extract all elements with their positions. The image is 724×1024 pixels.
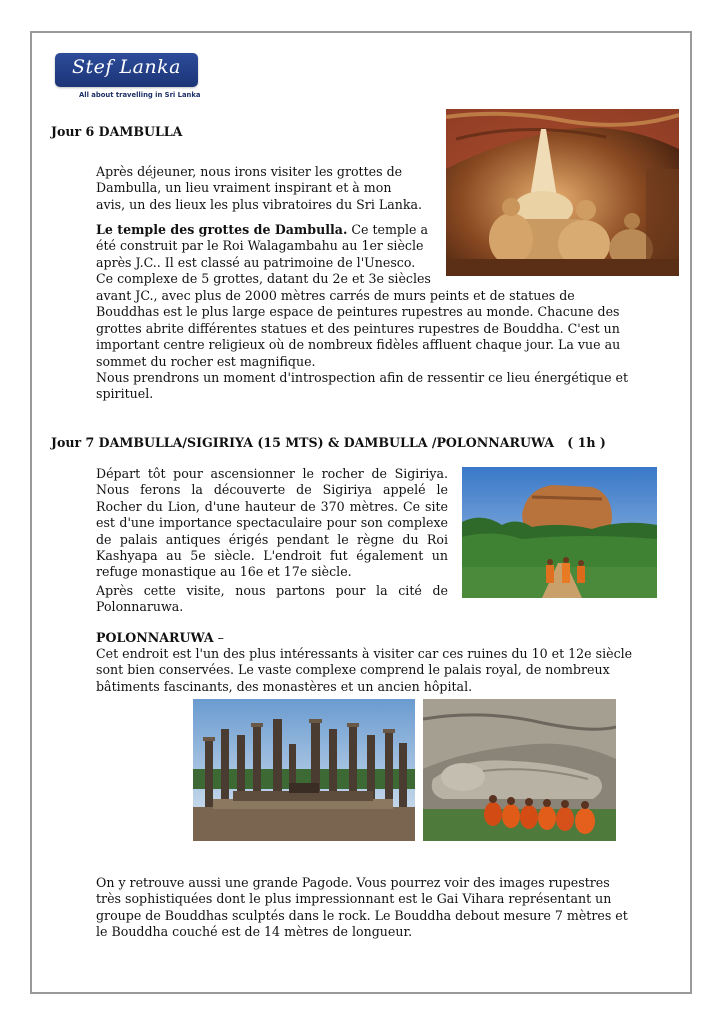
- closing-line: groupe de Bouddhas sculptés dans le rock. Le Bouddha debout mesure 7 mètres et: [96, 907, 628, 923]
- day6-intro-line: Dambulla, un lieu vraiment inspirant et à mon: [96, 180, 392, 196]
- gal-vihara-buddha-photo: [423, 699, 616, 841]
- day6-intro-line: Après déjeuner, nous irons visiter les grottes de: [96, 164, 403, 179]
- temple-line: spirituel.: [96, 386, 154, 402]
- closing-line: le Bouddha couché est de 14 mètres de longueur.: [96, 924, 413, 940]
- temple-line: Ce complexe de 5 grottes, datant du 2e et 3e siècles: [96, 271, 431, 287]
- after-visit-paragraph: Après cette visite, nous partons pour la cité de Polonnaruwa.: [96, 583, 448, 615]
- stef-lanka-logo: [55, 53, 201, 103]
- day6-intro-line: avis, un des lieux les plus vibratoires du Sri Lanka.: [96, 196, 422, 212]
- closing-line: très sophistiquées dont le plus impressionnant est le Gai Vihara représentant un: [96, 891, 612, 907]
- sigiriya-paragraph: Départ tôt pour ascensionner le rocher de Sigiriya. Nous ferons la découverte de Sigiriya appelé le Rocher du Lion, d'une hauteur de 370 mètres. Ce site est d'une importance spectaculaire pour son complexe de palais antiques érigés pendant le règne du Roi Kashyapa au 5e siècle. L'endroit fut également un refuge monastique au 16e et 17e siècle.: [96, 466, 448, 580]
- closing-line: On y retrouve aussi une grande Pagode. Vous pourrez voir des images rupestres: [96, 875, 610, 890]
- temple-paragraph-narrow: [96, 222, 441, 288]
- dambulla-cave-photo: [446, 109, 679, 276]
- day7-heading: Jour 7 DAMBULLA/SIGIRIYA (15 MTS) & DAMBULLA /POLONNARUWA ( 1h ): [51, 435, 606, 450]
- temple-line: été construit par le Roi Walagambahu au 1er siècle: [96, 238, 424, 254]
- temple-line: Ce temple a: [351, 222, 428, 237]
- temple-line: grottes abrite différentes statues et des peintures rupestres de Bouddha. C'est un: [96, 320, 620, 336]
- polonnaruwa-line: sont bien conservées. Le vaste complexe comprend le palais royal, de nombreux: [96, 662, 610, 678]
- logo-badge: [55, 53, 198, 87]
- temple-line: Bouddhas est le plus large espace de peintures rupestres au monde. Chacune des: [96, 304, 620, 320]
- day6-intro: [96, 164, 436, 213]
- temple-line: après J.C.. Il est classé au patrimoine de l'Unesco.: [96, 254, 416, 270]
- temple-paragraph-wide: [96, 288, 656, 403]
- temple-line: sommet du rocher est magnifique.: [96, 353, 316, 369]
- polonnaruwa-heading: [96, 630, 224, 646]
- closing-paragraph: [96, 875, 656, 941]
- polonnaruwa-line: bâtiments fascinants, des monastères et un ancien hôpital.: [96, 678, 473, 694]
- polonnaruwa-dash: –: [213, 630, 224, 645]
- logo-tagline: All about travelling in Sri Lanka: [79, 91, 201, 99]
- temple-title: Le temple des grottes de Dambulla.: [96, 222, 348, 237]
- logo-name: Stef Lanka: [72, 56, 181, 78]
- polonnaruwa-line: Cet endroit est l'un des plus intéressants à visiter car ces ruines du 10 et 12e siècle: [96, 646, 633, 661]
- temple-line: avant JC., avec plus de 2000 mètres carrés de murs peints et de statues de: [96, 288, 575, 303]
- day6-heading: Jour 6 DAMBULLA: [51, 124, 183, 139]
- temple-line: important centre religieux où de nombreux fidèles affluent chaque jour. La vue au: [96, 337, 621, 353]
- polonnaruwa-paragraph: [96, 646, 656, 695]
- sigiriya-rock-photo: [462, 467, 657, 598]
- polonnaruwa-ruins-photo: [193, 699, 415, 841]
- polonnaruwa-title: POLONNARUWA: [96, 630, 214, 645]
- temple-line: Nous prendrons un moment d'introspection afin de ressentir ce lieu énergétique et: [96, 370, 629, 386]
